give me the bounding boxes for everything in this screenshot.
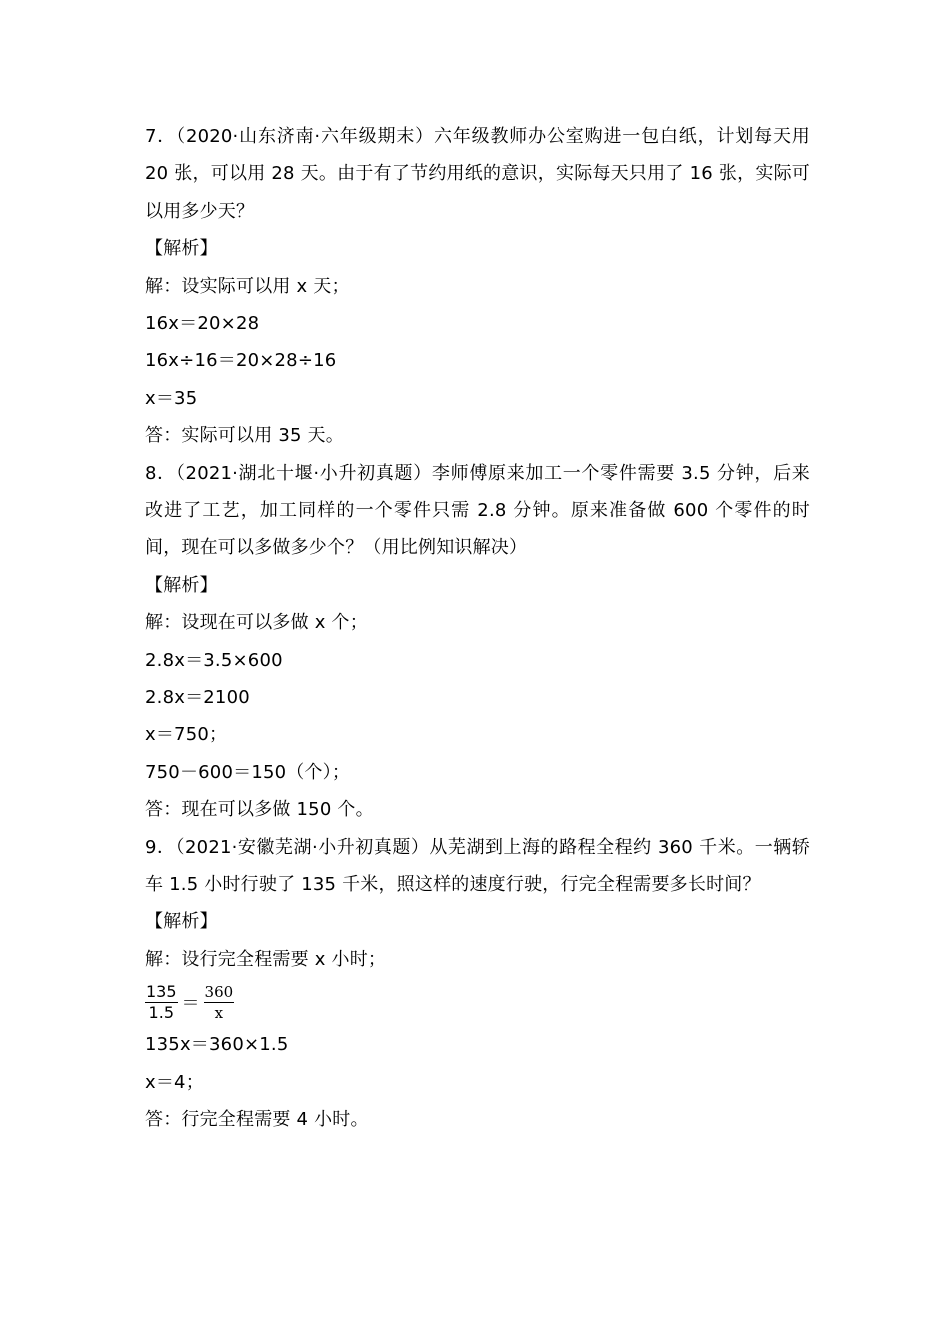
right-numerator: 360 xyxy=(204,982,234,1001)
q7-step-4: x＝35 xyxy=(145,387,198,409)
q9-step-3: x＝4； xyxy=(145,1071,204,1093)
question-9-text: 9．（2021·安徽芜湖·小升初真题）从芜湖到上海的路程全程约 360 千米。一辆轿车 1.5 小时行驶了 135 千米，照这样的速度行驶，行完全程需要多长时间？ xyxy=(145,836,810,895)
q8-analysis-label: 【解析】 xyxy=(145,574,218,596)
q7-step-2: 16x＝20×28 xyxy=(145,313,260,334)
question-8-text: 8．（2021·湖北十堰·小升初真题）李师傅原来加工一个零件需要 3.5 分钟，后来改进了工艺，加工同样的一个零件只需 2.8 分钟。原来准备做 600 个零件的时间，现在可以多做多少个？（用比例知识解决） xyxy=(145,462,810,559)
left-fraction xyxy=(145,983,178,1022)
q9-proportion-equation xyxy=(145,978,810,1026)
q9-answer: 答：行完全程需要 4 小时。 xyxy=(145,1108,369,1130)
q7-step-1: 解：设实际可以用 x 天； xyxy=(145,275,350,297)
q8-step-4: x＝750； xyxy=(145,724,228,746)
document-page xyxy=(145,118,810,1138)
left-denominator: 1.5 xyxy=(148,1002,174,1022)
q8-step-3: 2.8x＝2100 xyxy=(145,686,250,708)
q8-step-1: 解：设现在可以多做 x 个； xyxy=(145,612,368,634)
q9-step-2: 135x＝360×1.5 xyxy=(145,1034,289,1056)
q9-step-1: 解：设行完全程需要 x 小时； xyxy=(145,948,387,970)
left-numerator: 135 xyxy=(146,981,177,1001)
right-denominator: x xyxy=(214,1003,224,1022)
q7-step-3: 16x÷16＝20×28÷16 xyxy=(145,350,337,372)
equals-sign: ＝ xyxy=(181,993,200,1015)
q8-step-2: 2.8x＝3.5×600 xyxy=(145,649,283,671)
q8-step-5: 750－600＝150（个）； xyxy=(145,761,351,783)
question-7-text: 7．（2020·山东济南·六年级期末）六年级教师办公室购进一包白纸，计划每天用 20 张，可以用 28 天。由于有了节约用纸的意识，实际每天只用了 16 张，实际可以用多少天？ xyxy=(145,126,810,222)
q8-answer: 答：现在可以多做 150 个。 xyxy=(145,799,374,821)
q7-answer: 答：实际可以用 35 天。 xyxy=(145,425,344,447)
q7-analysis-label: 【解析】 xyxy=(145,238,218,260)
right-fraction xyxy=(204,983,235,1022)
q9-analysis-label: 【解析】 xyxy=(145,911,218,933)
